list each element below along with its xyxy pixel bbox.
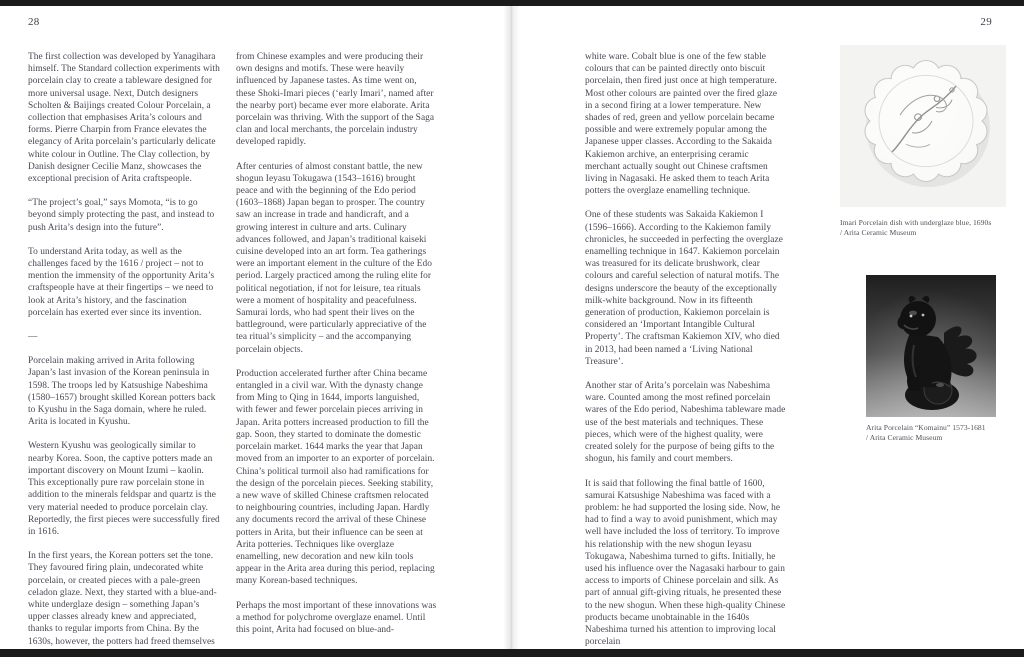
paragraph: To understand Arita today, as well as the challenges faced by the 1616 / project – not to mention the immensity of the opportunity Arita’s craftspeople have at their fingertips – we need to look at Arita’s history, and the fascination porcelain has exerted ever since its invention. bbox=[28, 246, 215, 318]
section-divider-dash: — bbox=[28, 332, 38, 343]
page-number-left: 28 bbox=[28, 16, 40, 28]
paragraph: One of these students was Sakaida Kakiemon I (1596–1666). According to the Kakiemon family chronicles, he succeeded in perfecting the overglaze enamelling technique in 1647. Kakiemon porcelain was treasured for its delicate brushwork, clear colours and careful selection of natural motifs. The designs underscore the beauty of the exceptionally milk-white background. Now in its fifteenth generation of production, Kakiemon porcelain is considered an ‘Important Intangible Cultural Property’. The craftsman Kakiemon XIV, who died in 2013, had been named a ‘Living National Treasure’. bbox=[585, 210, 783, 367]
paragraph: from Chinese examples and were producing their own designs and motifs. These were heavily influenced by Japanese tastes. As time went on, these Shoki-Imari pieces (‘early Imari’, named after the nearby port) became ever more elaborate. Arita porcelain was thriving. With the support of the Saga clan and local merchants, the porcelain industry developed rapidly. bbox=[236, 52, 435, 148]
paragraph: After centuries of almost constant battle, the new shogun Ieyasu Tokugawa (1543–1616) brought peace and with the beginning of the Edo period (1603–1868) Japan began to prosper. The country saw an increase in trade and handicraft, and a growing interest in culture and arts. Culinary advances followed, and Japan’s traditional kaiseki cuisine developed into an art form. Tea gatherings were an important element in the culture of the Edo period. Largely practiced among the ruling elite for political negotiation, if not for leisure, tea rituals were a moment of hospitality and peacefulness. Samurai lords, who had spent their lives on the battleground, were particularly appreciative of the tea ritual’s simplicity – and the accompanying porcelain objects. bbox=[236, 161, 432, 355]
paragraph: Another star of Arita’s porcelain was Nabeshima ware. Counted among the most refined porcelain wares of the Edo period, Nabeshima tableware made use of the best materials and techniques. These pieces, which were of the highest quality, were created solely for the purpose of being gifts to the shogun, his family and court members. bbox=[585, 381, 786, 465]
page28-column-1 bbox=[28, 51, 222, 660]
komainu-figurine-photo bbox=[866, 275, 996, 417]
page28-column-2 bbox=[236, 51, 438, 648]
paragraph: white ware. Cobalt blue is one of the few stable colours that can be painted directly onto biscuit porcelain, then fired just once at high temperature. Most other colours are painted over the fired glaze in a second firing at a lower temperature. New shades of red, green and yellow porcelain became possible and were extremely popular among the Japanese upper classes. According to the Sakaida Kakiemon archive, an enterprising ceramic merchant actually sought out Chinese craftsmen living in Nagasaki. He asked them to teach Arita potters the overglaze enamelling technique. bbox=[585, 52, 778, 197]
caption-line: / Arita Ceramic Museum bbox=[866, 432, 943, 442]
paragraph: It is said that following the final battle of 1600, samurai Katsushige Nabeshima was faced with a problem: he had supported the losing side. Now, he had to find a way to avoid punishment, which may well have included the loss of territory. To improve his relationship with the new shogun Ieyasu Tokugawa, Nabeshima turned to gifts. Initially, he used his influence over the Nagasaki harbour to gain access to imports of Chinese porcelain and silk. As part of annual gift-giving rituals, he presented these to the new shogun. When these high-quality Chinese products became unobtainable in the 1640s Nabeshima turned his attention to improving local porcelain bbox=[585, 478, 786, 648]
figure-caption bbox=[866, 423, 1016, 443]
figure-caption bbox=[840, 218, 1010, 238]
page-gutter bbox=[503, 6, 520, 649]
paragraph: Perhaps the most important of these innovations was a method for polychrome overglaze enamel. Until this point, Arita had focused on blue-and- bbox=[236, 600, 437, 635]
caption-line: / Arita Ceramic Museum bbox=[840, 227, 917, 237]
page-number-right: 29 bbox=[980, 16, 992, 28]
paragraph: “The project’s goal,” says Momota, “is to go beyond simply protecting the past, and instead to push Arita’s design into the future”. bbox=[28, 198, 215, 233]
caption-line: Arita Porcelain “Komainu” 1573-1681 bbox=[866, 423, 986, 432]
paragraph: Production accelerated further after China became entangled in a civil war. With the dynasty change from Ming to Qing in 1644, imports languished, with fewer and fewer porcelain pieces arriving in Japan. Arita potters increased production to fill the gap. Soon, they started to dominate the domestic porcelain market. 1644 marks the year that Japan moved from an importer to an exporter of porcelain. China’s political turmoil also had ramifications for the design of the porcelain pieces. Seeking stability, a new wave of skilled Chinese craftsmen relocated to neighbouring countries, including Japan. Hardly any documents record the arrival of these Chinese potters in Arita, but their influence can be seen at Arita potteries. Techniques like overglaze enamelling, new decoration and new kiln tools appear in the Arita area during this period, replacing many Korean-based techniques. bbox=[236, 368, 435, 587]
caption-line: Imari Porcelain dish with underglaze blue, 1690s bbox=[840, 218, 992, 227]
imari-dish-photo bbox=[840, 45, 1006, 207]
paragraph: The first collection was developed by Yanagihara himself. The Standard collection experiments with porcelain clay to create a tableware designed for more universal usage. Next, Dutch designers Scholten & Baijings created Colour Porcelain, a collection that emphasises Arita’s colours and forms. Pierre Charpin from France elevates the elegancy of Arita porcelain’s particularly delicate white colour in Outline. The Clay collection, by Danish designer Cecilie Manz, showcases the exceptional precision of Arita craftspeople. bbox=[28, 52, 220, 185]
imari-dish-illustration bbox=[840, 45, 1006, 207]
paragraph: Western Kyushu was geologically similar to nearby Korea. Soon, the captive potters made an important discovery on Mount Izumi – kaolin. This exceptionally pure raw porcelain stone in addition to the minerals feldspar and quartz is the very material needed to produce porcelain clay. Reportedly, the first pieces were successfully fired in 1616. bbox=[28, 441, 220, 537]
paragraph: In the first years, the Korean potters set the tone. They favoured firing plain, undecorated white porcelain, or created pieces with a pale-green celadon glaze. Next, they started with a blue-and-white underglaze design – something Japan’s upper classes already knew and appreciated, thanks to regular imports from China. By the 1630s, however, the potters had freed themselves bbox=[28, 551, 217, 647]
komainu-illustration bbox=[866, 275, 996, 417]
paragraph: Porcelain making arrived in Arita following Japan’s last invasion of the Korean peninsula in 1598. The troops led by Katsushige Nabeshima (1580–1657) brought skilled Korean potters back to Kyushu in the Saga domain, where he ruled. Arita is located in Kyushu. bbox=[28, 356, 216, 428]
page29-column bbox=[585, 51, 786, 660]
